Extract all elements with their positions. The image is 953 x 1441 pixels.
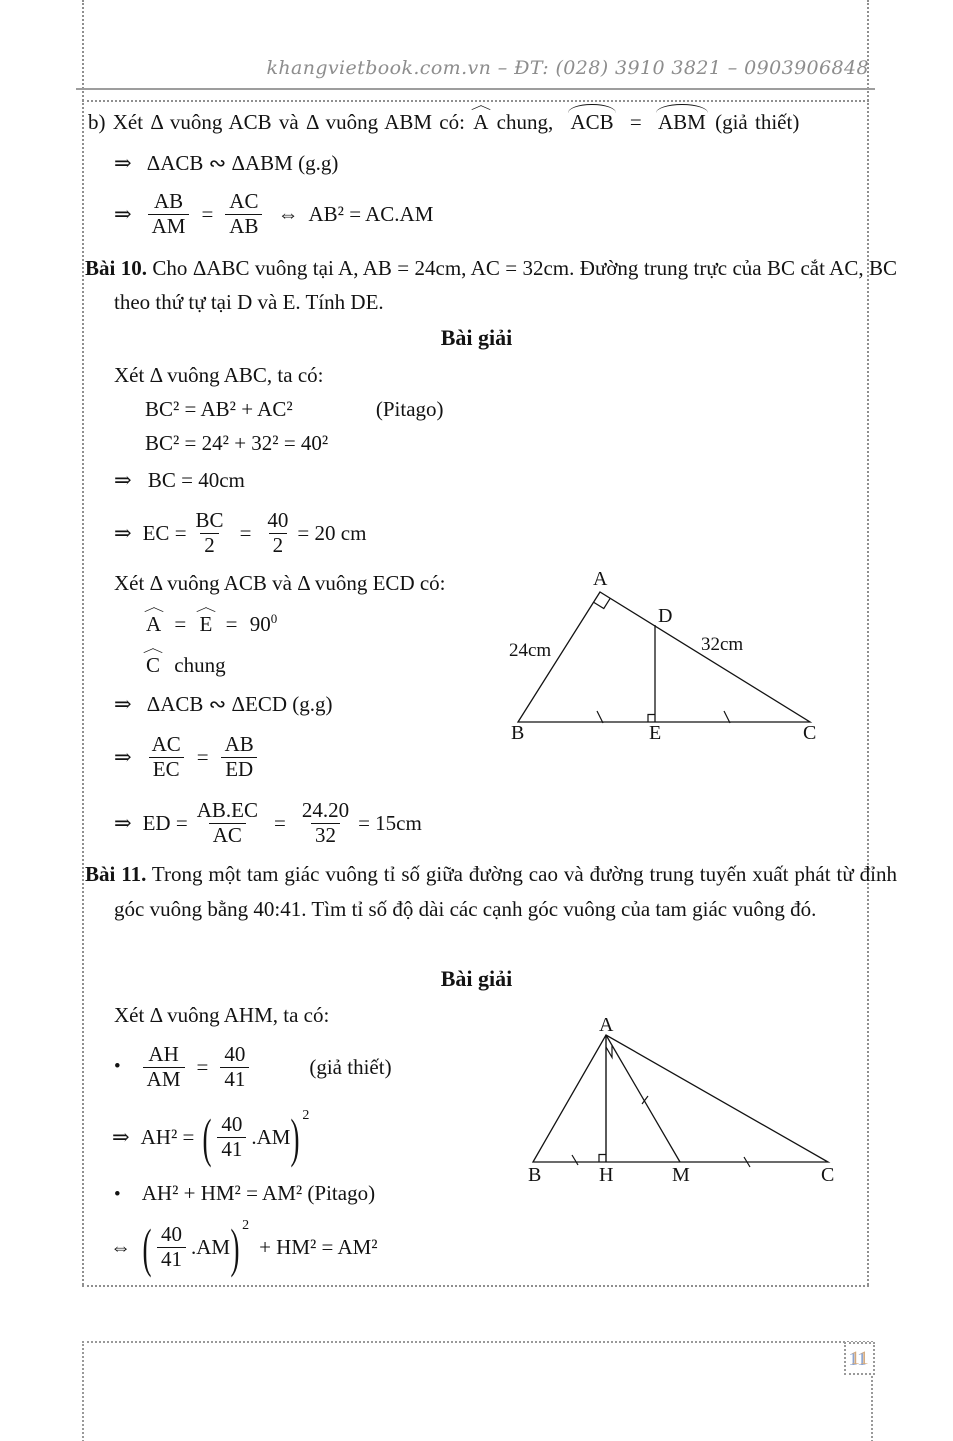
b11-line-2	[114, 1041, 392, 1093]
implies-arrow: ⇒	[114, 468, 132, 492]
diagram-triangle-abc-hm	[520, 1018, 850, 1188]
vertex-label-a: A	[593, 570, 608, 590]
b10-line-11	[114, 797, 422, 849]
ah2-lhs: AH² =	[140, 1124, 195, 1149]
tick-bm	[572, 1155, 578, 1165]
b10-line-9	[114, 692, 332, 717]
equals-sign: =	[196, 1054, 209, 1079]
ratio-line-1	[114, 188, 433, 240]
problem-11-text: Trong một tam giác vuông tỉ số giữa đường cao và đường trung tuyến xuất phát từ đỉnh góc vuông bằng 40:41. Tìm tỉ số độ dài các cạnh góc vuông của tam giác vuông đó.	[114, 862, 897, 921]
implies-arrow: ⇒	[114, 692, 132, 716]
fraction-bc-2: $\frac{BC}{2}$	[195, 507, 224, 557]
angle-e-hat: E	[199, 612, 213, 636]
chung-text: chung	[174, 653, 226, 677]
equals-sign: =	[196, 744, 209, 769]
left-margin-guide	[82, 0, 84, 1285]
implies-arrow: ⇒	[114, 201, 132, 226]
arc-acb: ACB	[570, 110, 614, 134]
similar-statement-2: ΔACB ∾ ΔECD (g.g)	[146, 692, 333, 716]
b11-line-3: ⇒ AH² = ( $\frac{40}{41}$ .AM ) $^2$	[112, 1108, 310, 1168]
part-b-label: b)	[88, 110, 106, 134]
vertex-label-b: B	[528, 1164, 542, 1186]
header-rule	[76, 88, 875, 90]
fraction-ac-ab: $\frac{AC}{AB}$	[225, 190, 262, 238]
implies-arrow: ⇒	[112, 1124, 130, 1149]
fraction-ab-ed: $\frac{AB}{ED}$	[221, 733, 258, 781]
implies-arrow: ⇒	[114, 520, 132, 545]
point-label-d: D	[658, 605, 673, 627]
fraction-ac-ec: $\frac{AC}{EC}$	[148, 733, 185, 781]
solution-title-1: Bài giải	[440, 325, 513, 350]
tick-be	[597, 711, 603, 723]
vertex-label-e: E	[649, 722, 662, 744]
times-am: .AM	[190, 1234, 231, 1259]
similar-line-1	[114, 151, 338, 176]
implies-arrow: ⇒	[114, 744, 132, 769]
angle-value: 90	[249, 612, 271, 636]
degree-sup: 0	[270, 611, 278, 626]
side-length-ab: 24cm	[509, 640, 552, 661]
angle-a-hat: A	[473, 110, 489, 134]
times-am: .AM	[251, 1124, 291, 1149]
fraction-ah-am: $\frac{AH}{AM}$	[143, 1043, 185, 1091]
pythagoras-eq-2: AH² + HM² = AM² (Pitago)	[141, 1181, 376, 1205]
equals-sign: =	[174, 612, 187, 636]
fraction-40-41: $\frac{40}{41}$	[157, 1223, 186, 1271]
solution-title-2: Bài giải	[440, 966, 513, 991]
footer-frame	[82, 1341, 873, 1441]
part-b-chung: chung,	[496, 110, 554, 134]
b10-line-5	[114, 507, 366, 559]
problem-11-statement	[85, 857, 897, 926]
tick-ec	[724, 711, 730, 723]
right-margin-guide	[867, 0, 869, 1285]
equals-sign: =	[239, 520, 252, 545]
b10-line-3: BC² = 24² + 32² = 40²	[145, 431, 329, 455]
problem-11-label: Bài 11.	[85, 862, 147, 886]
b10-line-10	[114, 731, 263, 783]
right-angle-mark-a	[594, 598, 611, 608]
page-number: 11	[850, 1347, 869, 1369]
iff-arrow: ⇔	[277, 201, 299, 226]
content-top-border	[82, 100, 869, 102]
bullet: •	[114, 1056, 121, 1077]
fraction-ab-am: $\frac{AB}{AM}$	[148, 190, 190, 238]
conclusion-ab2: AB² = AC.AM	[308, 201, 434, 226]
equals-sign: =	[273, 810, 286, 835]
b11-line-4	[114, 1181, 375, 1206]
implies-arrow: ⇒	[114, 810, 132, 835]
ec-lead: EC =	[142, 520, 187, 545]
b10-line-2	[145, 397, 444, 422]
squared-sup: 2	[242, 1218, 250, 1233]
median-am	[606, 1035, 680, 1162]
diagram-triangle-abc-de	[505, 570, 825, 745]
problem-10-label: Bài 10.	[85, 256, 147, 280]
rhs-expr: + HM² = AM²	[259, 1234, 378, 1259]
angle-c-hat: C	[146, 653, 161, 677]
part-b-note: (giả thiết)	[715, 110, 800, 134]
fraction-40-41: $\frac{40}{41}$	[220, 1043, 249, 1091]
problem-10-text: Cho ΔABC vuông tại A, AB = 24cm, AC = 32cm. Đường trung trực của BC cắt AC, BC theo thứ tự tại D và E. Tính DE.	[114, 256, 898, 314]
gia-thiet-note: (giả thiết)	[309, 1054, 392, 1079]
ed-result: = 15cm	[358, 810, 422, 835]
b11-line-1: Xét Δ vuông AHM, ta có:	[114, 1003, 330, 1027]
arc-abm: ABM	[657, 110, 706, 134]
pythagoras-eq: BC² = AB² + AC²	[145, 397, 293, 421]
page-number-box	[844, 1342, 875, 1375]
vertex-label-a: A	[599, 1018, 614, 1036]
bc-result: BC = 40cm	[147, 468, 245, 492]
part-b-line	[88, 110, 799, 135]
b10-line-8	[145, 653, 226, 678]
fraction-abec-ac: $\frac{AB.EC}{AC}$	[196, 797, 258, 847]
ed-lead: ED =	[142, 810, 188, 835]
right-angle-mark-a	[606, 1045, 612, 1057]
problem-10-statement	[85, 252, 897, 319]
content-bottom-border	[82, 1285, 869, 1287]
side-length-dc: 32cm	[701, 634, 744, 655]
angle-a-hat: A	[146, 612, 162, 636]
fraction-40-41: $\frac{40}{41}$	[217, 1113, 246, 1161]
point-label-m: M	[672, 1164, 690, 1186]
similar-statement: ΔACB ∾ ΔABM (g.g)	[146, 151, 339, 175]
fraction-40-2: $\frac{40}{2}$	[267, 507, 289, 557]
b11-line-5: ⇔ ( $\frac{40}{41}$ .AM ) $^2$ + HM² = AM²	[110, 1218, 378, 1278]
vertex-label-b: B	[511, 722, 525, 744]
b10-line-4	[114, 468, 245, 493]
right-angle-mark-e	[648, 715, 655, 723]
point-label-h: H	[599, 1164, 614, 1186]
equals-sign: =	[201, 201, 214, 226]
squared-sup: 2	[302, 1108, 310, 1123]
fraction-2420-32: $\frac{24.20}{32}$	[301, 797, 350, 847]
part-b-intro: Xét Δ vuông ACB và Δ vuông ABM có:	[112, 110, 465, 134]
bullet: •	[114, 1184, 121, 1205]
equals-sign: =	[629, 110, 642, 134]
b10-line-6: Xét Δ vuông ACB và Δ vuông ECD có:	[114, 571, 446, 595]
b10-line-7	[145, 612, 277, 637]
ec-result: = 20 cm	[297, 520, 367, 545]
pitago-note: (Pitago)	[375, 397, 444, 421]
vertex-label-c: C	[821, 1164, 835, 1186]
equals-sign: =	[225, 612, 238, 636]
vertex-label-c: C	[803, 722, 817, 744]
b10-line-1: Xét Δ vuông ABC, ta có:	[114, 363, 324, 387]
implies-arrow: ⇒	[114, 151, 132, 175]
right-angle-mark-h	[599, 1155, 606, 1163]
iff-arrow: ⇔	[110, 1234, 131, 1259]
running-header: khangvietbook.com.vn – ĐT: (028) 3910 3821 – 0903906848	[266, 57, 869, 79]
triangle-outline	[533, 1035, 828, 1162]
